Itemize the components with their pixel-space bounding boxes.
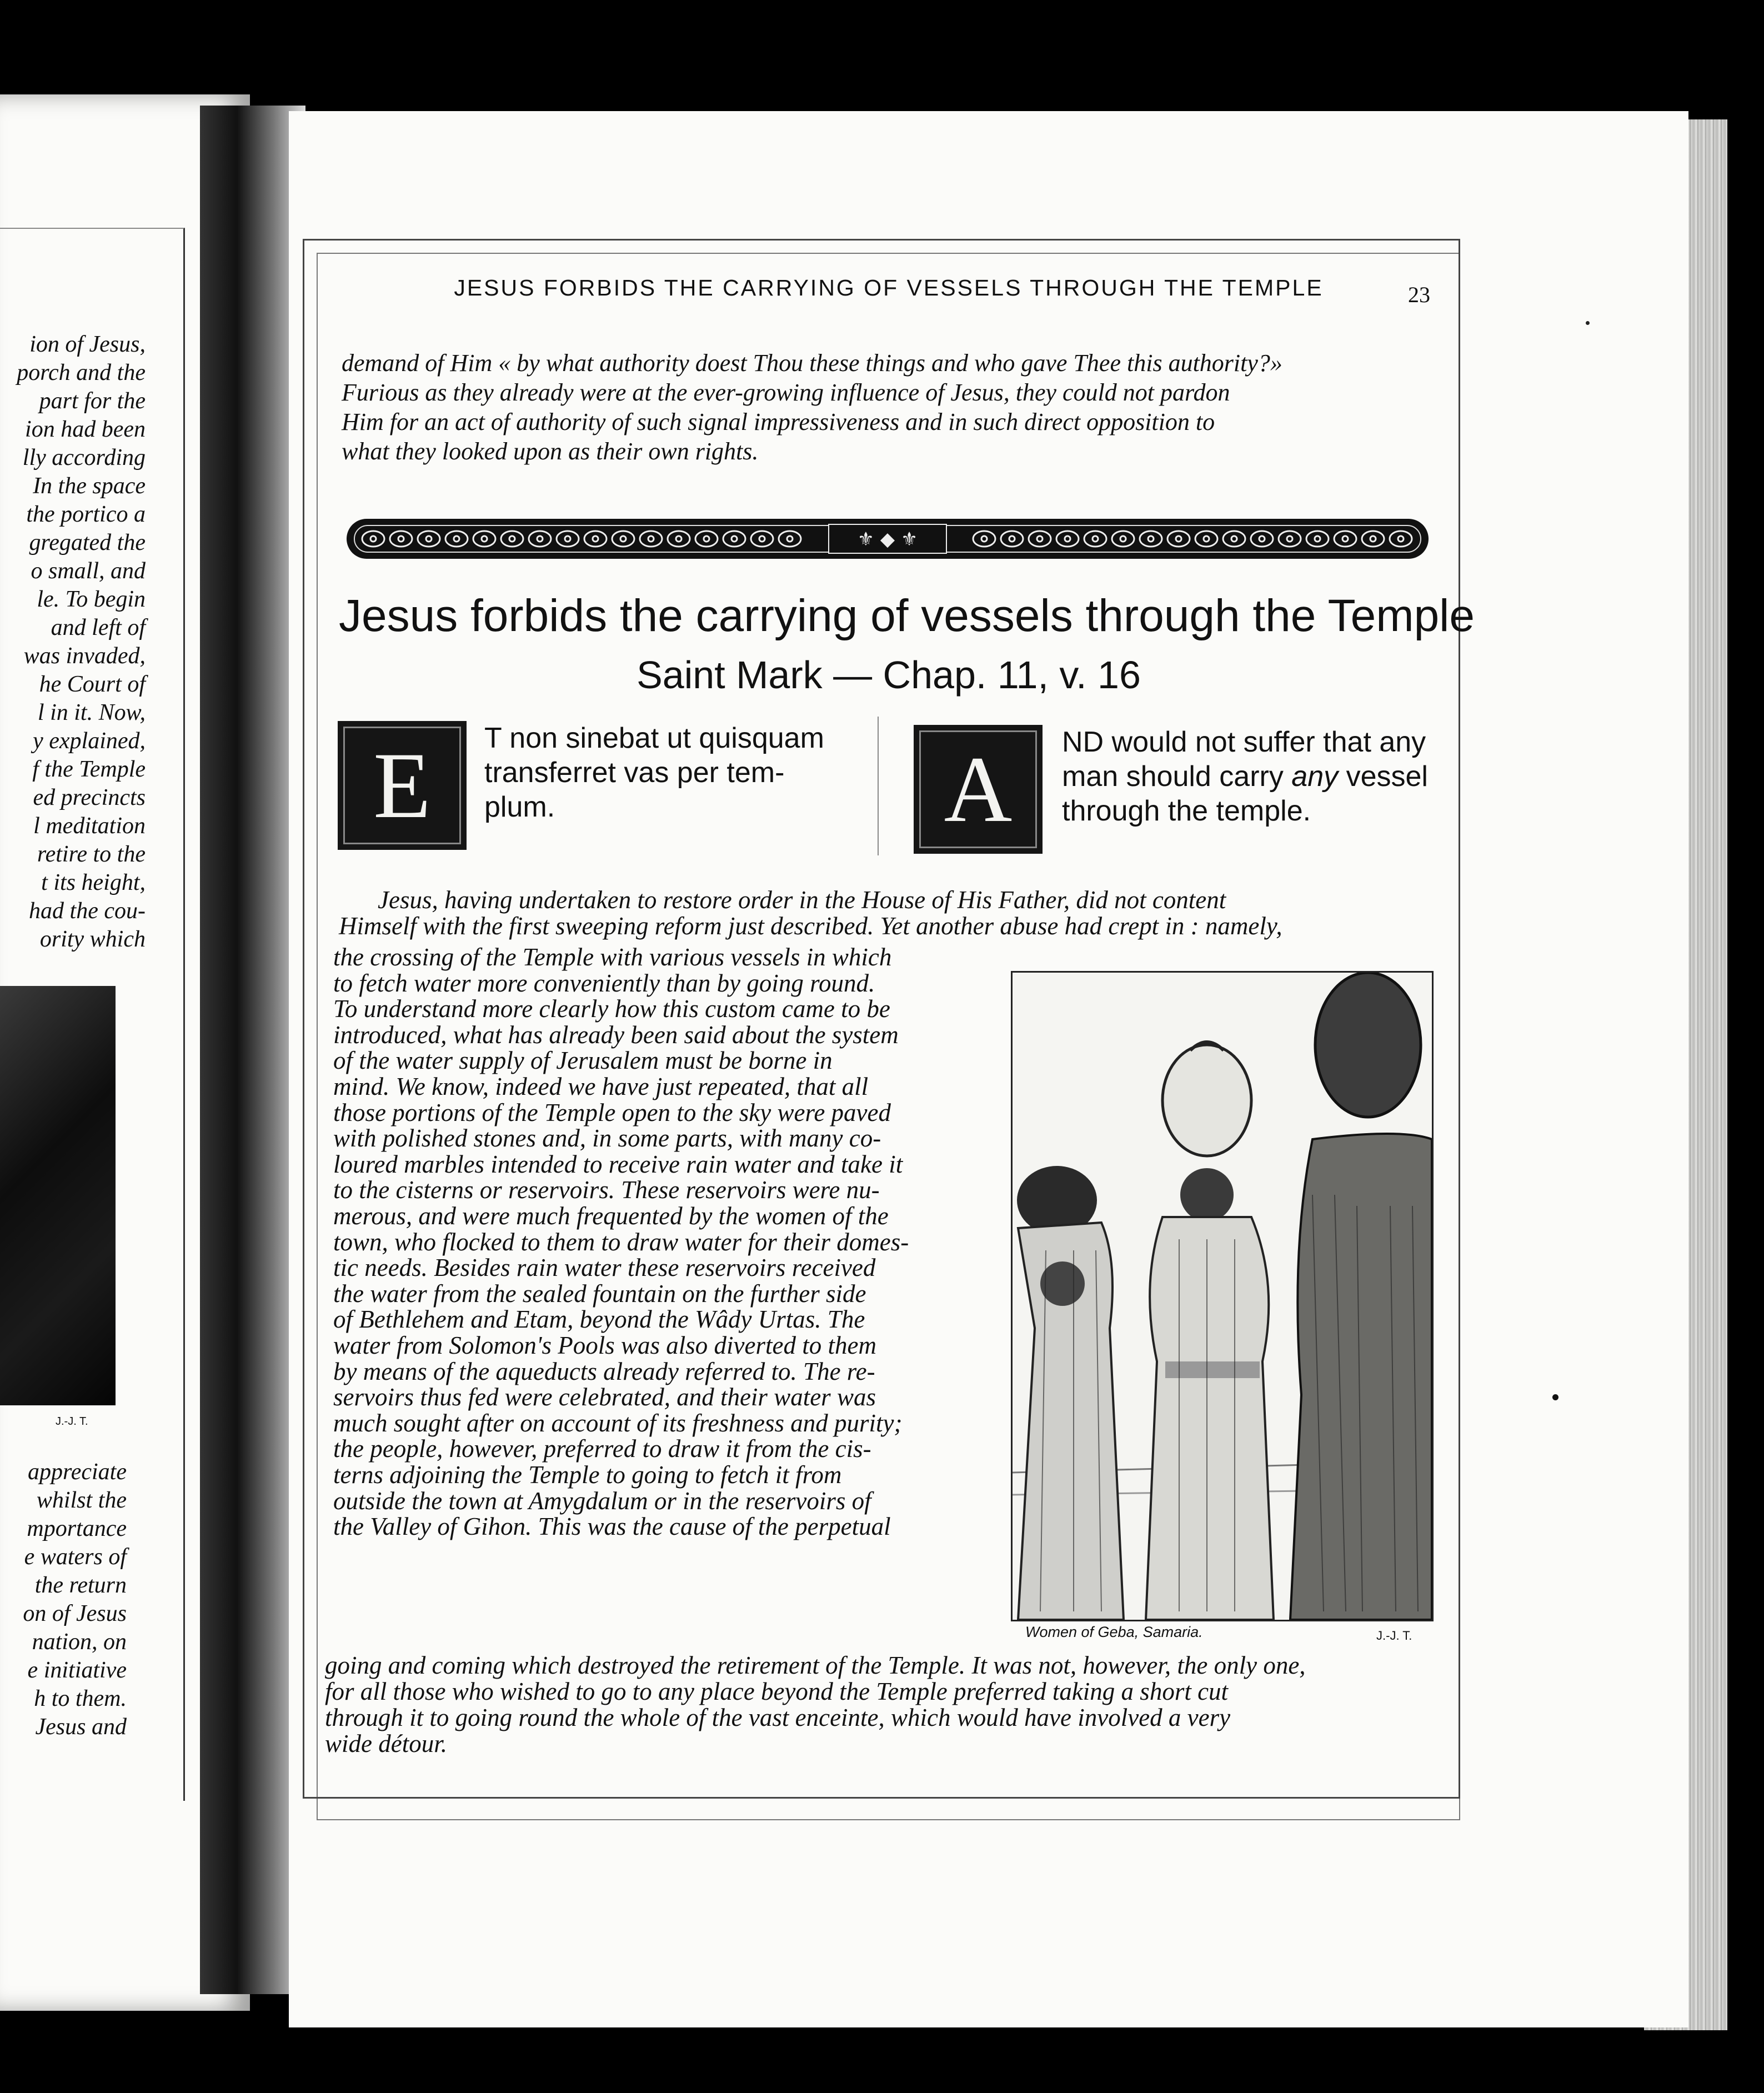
text-line: man should carry any vessel: [1062, 760, 1428, 793]
left-photo-credit: J.-J. T.: [56, 1415, 88, 1428]
text-line: plum.: [484, 791, 555, 823]
chapter-title: Jesus forbids the carrying of vessels through the Temple: [339, 590, 1475, 641]
text-line: the people, however, preferred to draw it from the cis-: [333, 1435, 871, 1463]
text-line: T non sinebat ut quisquam: [484, 722, 824, 754]
text-line: terns adjoining the Temple to going to fetch it from: [333, 1461, 842, 1489]
text-line: by means of the aqueducts already referred to. The re-: [333, 1357, 875, 1385]
left-page-line: mportance: [27, 1516, 127, 1541]
running-head: JESUS FORBIDS THE CARRYING OF VESSELS THROUGH THE TEMPLE: [454, 275, 1324, 301]
left-page-line: f the Temple: [32, 757, 146, 782]
text-line: much sought after on account of its freshness and purity;: [333, 1409, 903, 1437]
left-page-line: h to them.: [34, 1686, 127, 1711]
dropcap-a: A: [914, 725, 1043, 854]
left-page-line: on of Jesus: [23, 1601, 127, 1626]
text-line: Jesus, having undertaken to restore order in the House of His Father, did not content: [378, 886, 1226, 914]
left-page-photo: [0, 986, 116, 1405]
text-line: introduced, what has already been said about the system: [333, 1020, 899, 1049]
left-page-line: he Court of: [39, 672, 146, 697]
left-page-line: ion of Jesus,: [29, 332, 146, 357]
left-page-line: ion had been: [25, 417, 146, 442]
column-divider: [878, 717, 879, 855]
left-page-line: appreciate: [27, 1459, 127, 1485]
left-page-line: e initiative: [27, 1658, 127, 1683]
text-line: Himself with the first sweeping reform just described. Yet another abuse had crept in : namely,: [339, 912, 1282, 940]
left-page-line: t its height,: [41, 870, 146, 895]
text-line: of the water supply of Jerusalem must be borne in: [333, 1046, 833, 1075]
paper-speck: [1586, 321, 1590, 325]
left-page-line: e waters of: [24, 1544, 127, 1570]
left-page-line: In the space: [33, 473, 146, 499]
left-page-line: y explained,: [33, 728, 146, 754]
text-line: the water from the sealed fountain on the further side: [333, 1279, 866, 1308]
text-line: tic needs. Besides rain water these reservoirs received: [333, 1254, 876, 1282]
page-number: 23: [1408, 282, 1430, 307]
left-page-line: whilst the: [36, 1488, 127, 1513]
left-page-line: l meditation: [33, 813, 146, 839]
text-line: ND would not suffer that any: [1062, 726, 1426, 758]
intro-line: demand of Him « by what authority doest Thou these things and who gave Thee this authority?»: [342, 349, 1282, 377]
intro-line: what they looked upon as their own rights.: [342, 438, 759, 465]
text-line: of Bethlehem and Etam, beyond the Wâdy Urtas. The: [333, 1305, 865, 1334]
chapter-reference: Saint Mark — Chap. 11, v. 16: [637, 653, 1141, 697]
left-page-line: Jesus and: [35, 1714, 127, 1740]
left-page-line: l in it. Now,: [37, 700, 146, 725]
left-page-line: part for the: [39, 388, 146, 414]
text-line: town, who flocked to them to draw water for their domes-: [333, 1228, 909, 1256]
left-page-line: retire to the: [37, 842, 146, 867]
text-line: through it to going round the whole of the vast enceinte, which would have involved a very: [325, 1704, 1231, 1731]
left-page-line: o small, and: [31, 558, 146, 584]
left-page-line: gregated the: [29, 530, 146, 555]
ornamental-band: [340, 512, 1435, 565]
text-line: going and coming which destroyed the retirement of the Temple. It was not, however, the only one,: [325, 1651, 1306, 1679]
intro-line: Him for an act of authority of such signal impressiveness and in such direct opposition to: [342, 408, 1215, 435]
text-line: to fetch water more conveniently than by going round.: [333, 969, 875, 997]
left-page-line: the portico a: [26, 502, 146, 527]
text-line: servoirs thus fed were celebrated, and their water was: [333, 1383, 876, 1411]
left-page-line: porch and the: [17, 360, 146, 385]
text-line: with polished stones and, in some parts, with many co-: [333, 1124, 881, 1153]
text-line: mind. We know, indeed we have just repeated, that all: [333, 1073, 869, 1100]
left-page-line: the return: [34, 1573, 127, 1598]
text-line: merous, and were much frequented by the women of the: [333, 1202, 889, 1230]
text-line: transferret vas per tem-: [484, 757, 785, 789]
text-line: loured marbles intended to receive rain water and take it: [333, 1150, 903, 1178]
text-line: through the temple.: [1062, 795, 1311, 827]
text-line: water from Solomon's Pools was also diverted to them: [333, 1331, 876, 1359]
illustration-caption: Women of Geba, Samaria.: [1025, 1624, 1203, 1640]
left-page-line: was invaded,: [23, 643, 146, 669]
dropcap-e: E: [338, 721, 467, 850]
fleur-de-lis-icon: ⚜ ◆ ⚜: [857, 528, 918, 550]
intro-line: Furious as they already were at the ever-growing influence of Jesus, they could not pardon: [342, 379, 1230, 406]
left-page-line: ority which: [39, 927, 146, 952]
paper-speck: [1552, 1394, 1558, 1400]
text-line: the crossing of the Temple with various vessels in which: [333, 943, 892, 971]
text-line: To understand more clearly how this custom came to be: [333, 995, 890, 1023]
left-page-line: lly according: [22, 445, 146, 470]
text-line: outside the town at Amygdalum or in the reservoirs of: [333, 1486, 871, 1515]
text-line: for all those who wished to go to any place beyond the Temple preferred taking a short cut: [325, 1678, 1229, 1705]
left-page-line: nation, on: [32, 1629, 127, 1655]
text-line: the Valley of Gihon. This was the cause of the perpetual: [333, 1513, 891, 1541]
left-page-line: and left of: [51, 615, 146, 640]
text-line: those portions of the Temple open to the sky were paved: [333, 1098, 891, 1126]
text-line: to the cisterns or reservoirs. These reservoirs were nu-: [333, 1176, 880, 1204]
illustration-credit: J.-J. T.: [1376, 1629, 1412, 1643]
illustration-women-of-geba: [1011, 971, 1434, 1621]
text-line: wide détour.: [325, 1730, 447, 1757]
left-page-line: had the cou-: [29, 898, 146, 924]
left-page-line: ed precincts: [33, 785, 146, 810]
left-page-line: le. To begin: [37, 587, 146, 612]
